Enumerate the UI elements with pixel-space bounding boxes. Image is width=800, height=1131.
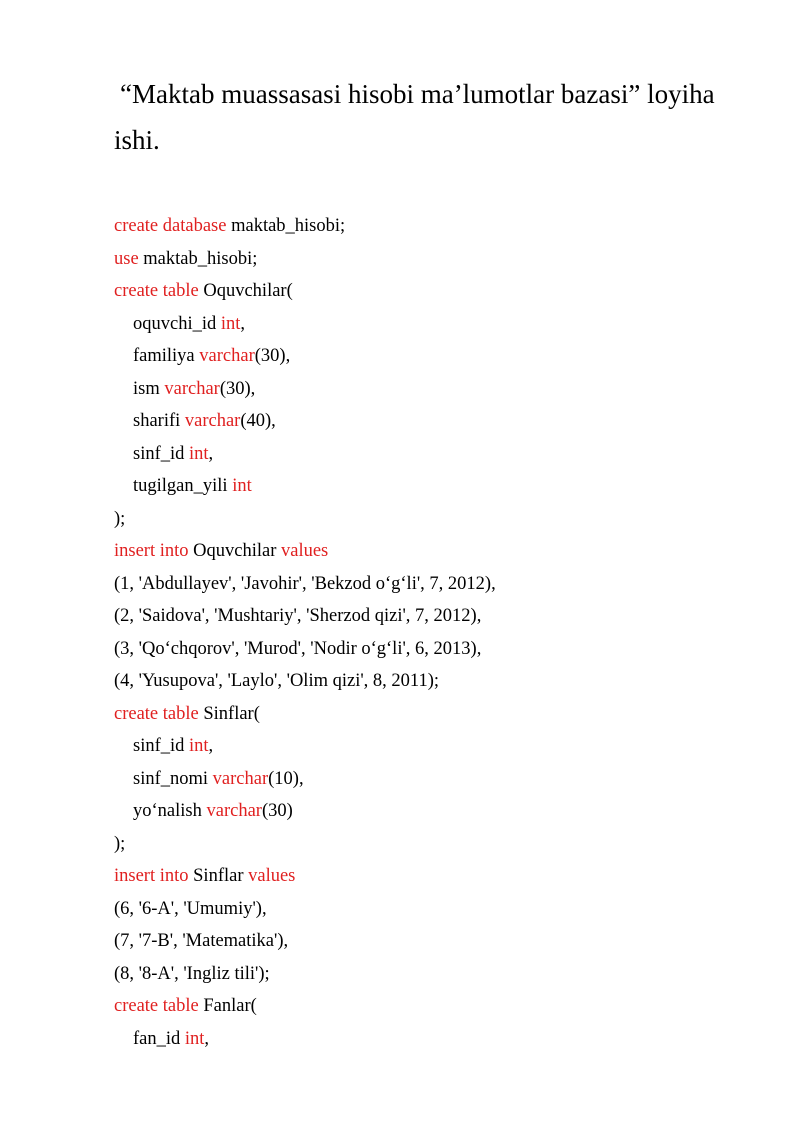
- code-line: [114, 633, 754, 666]
- sql-text: maktab_hisobi;: [226, 216, 346, 236]
- sql-text: maktab_hisobi;: [138, 248, 258, 269]
- code-line: [114, 275, 754, 308]
- sql-text: tugilgan_yili: [133, 476, 233, 496]
- code-line: [114, 958, 754, 991]
- sql-text: fan_id: [133, 1028, 185, 1049]
- sql-keyword: int: [189, 736, 209, 756]
- sql-text: (30): [261, 801, 293, 821]
- code-line: [114, 503, 754, 536]
- sql-keyword: varchar: [164, 378, 220, 399]
- sql-keyword: use: [114, 248, 139, 269]
- sql-text: (4, 'Yusupova', 'Laylo', 'Olim qizi', 8, 2011);: [114, 671, 440, 691]
- sql-text: ,: [204, 1028, 210, 1049]
- code-line: [114, 698, 754, 731]
- sql-text: ,: [208, 443, 214, 464]
- sql-text: Fanlar(: [198, 996, 257, 1016]
- sql-text: sinf_nomi: [133, 768, 213, 789]
- sql-keyword: varchar: [206, 801, 262, 821]
- sql-keyword: create table: [114, 996, 199, 1016]
- sql-keyword: insert into: [114, 866, 189, 886]
- sql-keyword: values: [281, 541, 329, 561]
- code-line: [114, 730, 754, 763]
- code-line: [114, 860, 754, 893]
- sql-text: );: [114, 833, 126, 854]
- code-line: [114, 1023, 754, 1056]
- sql-keyword: int: [189, 443, 209, 464]
- code-line: [114, 990, 754, 1023]
- code-line: [114, 210, 754, 243]
- sql-text: ism: [133, 378, 165, 399]
- code-line: [114, 470, 754, 503]
- sql-text: yo‘nalish: [133, 801, 207, 821]
- sql-keyword: int: [232, 476, 252, 496]
- code-line: [114, 340, 754, 373]
- code-line: [114, 600, 754, 633]
- sql-text: sharifi: [133, 411, 185, 431]
- code-line: [114, 795, 754, 828]
- sql-text: (3, 'Qo‘chqorov', 'Murod', 'Nodir o‘g‘li', 6, 2013),: [114, 638, 482, 659]
- sql-text: (2, 'Saidova', 'Mushtariy', 'Sherzod qizi', 7, 2012),: [114, 606, 482, 626]
- code-line: [114, 405, 754, 438]
- code-line: [114, 243, 754, 276]
- sql-text: ,: [240, 313, 246, 334]
- sql-keyword: int: [220, 313, 241, 334]
- code-line: [114, 893, 754, 926]
- code-line: [114, 373, 754, 406]
- sql-text: (30),: [219, 378, 256, 399]
- sql-keyword: create table: [114, 281, 199, 301]
- document-title: “Maktab muassasasi hisobi ma’lumotlar bazasi” loyiha ishi.: [114, 79, 715, 155]
- sql-keyword: varchar: [199, 346, 255, 366]
- sql-keyword: create table: [114, 703, 199, 724]
- sql-text: oquvchi_id: [133, 313, 221, 334]
- sql-code-block: [114, 210, 754, 1055]
- sql-text: Oquvchilar(: [198, 281, 293, 301]
- sql-keyword: create database: [114, 216, 227, 236]
- sql-text: (1, 'Abdullayev', 'Javohir', 'Bekzod o‘g‘li', 7, 2012),: [114, 573, 496, 594]
- code-line: [114, 925, 754, 958]
- sql-keyword: varchar: [184, 411, 241, 431]
- sql-keyword: varchar: [212, 768, 269, 789]
- sql-text: familiya: [133, 346, 200, 366]
- sql-text: );: [114, 508, 126, 529]
- sql-keyword: insert into: [114, 541, 189, 561]
- code-line: [114, 535, 754, 568]
- sql-text: (7, '7-B', 'Matematika'),: [114, 931, 289, 951]
- sql-text: (10),: [268, 768, 304, 789]
- sql-text: (30),: [254, 346, 291, 366]
- sql-text: sinf_id: [133, 443, 190, 464]
- code-line: [114, 828, 754, 861]
- sql-text: (40),: [240, 411, 276, 431]
- sql-text: (8, '8-A', 'Ingliz tili');: [114, 963, 270, 984]
- code-line: [114, 308, 754, 341]
- sql-text: Sinflar(: [198, 703, 260, 724]
- sql-text: Sinflar: [188, 866, 249, 886]
- code-line: [114, 438, 754, 471]
- sql-text: (6, '6-A', 'Umumiy'),: [114, 898, 267, 919]
- sql-text: sinf_id: [133, 736, 190, 756]
- sql-text: Oquvchilar: [188, 541, 281, 561]
- sql-keyword: int: [184, 1028, 205, 1049]
- code-line: [114, 665, 754, 698]
- code-line: [114, 763, 754, 796]
- sql-keyword: values: [248, 866, 296, 886]
- code-line: [114, 568, 754, 601]
- sql-text: ,: [208, 736, 214, 756]
